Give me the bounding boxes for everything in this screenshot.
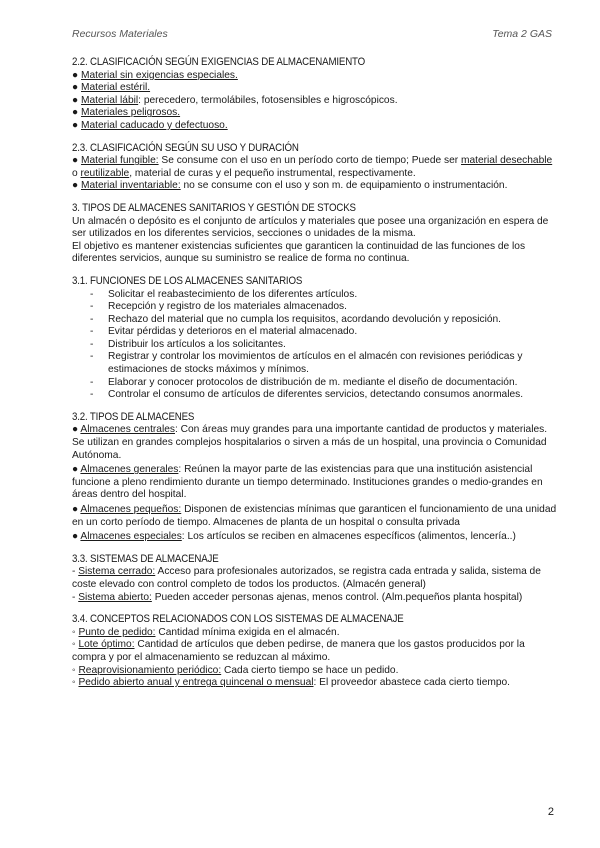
document-body — [72, 56, 560, 695]
list-item: ● Material caducado y defectuoso. — [72, 119, 228, 131]
section-2-2 — [72, 56, 560, 133]
list-item: - Registrar y controlar los movimientos de artículos en el almacén con revisiones periódicas y estimaciones de stocks máximos y mínimos. — [90, 351, 560, 376]
paragraph: El objetivo es mantener existencias suficientes que garanticen la continuidad de las funciones de los diferentes servicios, aunque su suministro se realice de forma no continua. — [72, 240, 526, 265]
list-item: - Recepción y registro de los materiales almacenados. — [90, 301, 560, 314]
section-title: 3. TIPOS DE ALMACENES SANITARIOS Y GESTIÓN DE STOCKS — [72, 201, 356, 214]
list-item: - Solicitar el reabastecimiento de los diferentes artículos. — [90, 289, 560, 302]
section-title: 2.2. CLASIFICACIÓN SEGÚN EXIGENCIAS DE ALMACENAMIENTO — [72, 56, 366, 68]
section-2-3 — [72, 142, 560, 193]
section-3-3 — [72, 553, 560, 604]
list-item: - Sistema cerrado: Acceso para profesionales autorizados, se registra cada entrada y salida, sistema de coste elevado con control completo de todos los productos. (Almacén general) — [72, 566, 541, 590]
list-item: - Rechazo del material que no cumpla los requisitos, acordando devolución y reposición. — [90, 314, 560, 327]
paragraph: ● Material inventariable: no se consume con el uso y son m. de equipamiento o instrumentación. — [72, 180, 508, 192]
section-title: 3.3. SISTEMAS DE ALMACENAJE — [72, 552, 219, 565]
section-3-4 — [72, 613, 560, 690]
list-item: ● Material sin exigencias especiales. — [72, 69, 238, 81]
list-item: ◦ Lote óptimo: Cantidad de artículos que deben pedirse, de manera que los gastos producidos por la compra y por el almacenamiento se reduzcan al máximo. — [72, 639, 525, 663]
section-3 — [72, 202, 560, 266]
list-item: ◦ Pedido abierto anual y entrega quincenal o mensual: El proveedor abastece cada cierto tiempo. — [72, 677, 511, 689]
list-item: ● Almacenes centrales: Con áreas muy grandes para una importante cantidad de productos y materiales. Se utilizan en grandes complejos hospitalarios o sirven a más de un hospital, una provincia o Comunidad Autónoma. — [72, 424, 548, 461]
section-title: 2.3. CLASIFICACIÓN SEGÚN SU USO Y DURACIÓN — [72, 141, 299, 154]
list-item: - Controlar el consumo de artículos de diferentes servicios, detectando consumos anormales. — [90, 389, 560, 402]
section-title: 3.1. FUNCIONES DE LOS ALMACENES SANITARIOS — [72, 274, 303, 287]
list-item: ● Material estéril. — [72, 82, 151, 94]
list-item: - Sistema abierto: Pueden acceder personas ajenas, menos control. (Alm.pequeños planta hospital) — [72, 591, 523, 603]
list-item: - Distribuir los artículos a los solicitantes. — [90, 339, 560, 352]
page-number: 2 — [547, 806, 554, 818]
section-title: 3.4. CONCEPTOS RELACIONADOS CON LOS SISTEMAS DE ALMACENAJE — [72, 613, 404, 626]
section-3-2 — [72, 411, 560, 544]
list-item: ● Almacenes especiales: Los artículos se reciben en almacenes específicos (alimentos, lencería..) — [72, 531, 516, 543]
list-item: ● Almacenes generales: Reúnen la mayor parte de las existencias para que una institución asistencial funcione a pleno rendimiento durante un tiempo determinado. Instituciones grandes o medio-grandes en áreas dentro del hospital. — [72, 464, 543, 501]
functions-list — [72, 289, 560, 402]
list-item: - Evitar pérdidas y deterioros en el material almacenado. — [90, 326, 560, 339]
list-item: ● Materiales peligrosos. — [72, 107, 181, 119]
list-item: ◦ Punto de pedido: Cantidad mínima exigida en el almacén. — [72, 626, 340, 638]
list-item: - Elaborar y conocer protocolos de distribución de m. mediante el diseño de documentación. — [90, 377, 560, 390]
header-left: Recursos Materiales — [72, 28, 168, 40]
list-item: ● Material lábil: perecedero, termolábiles, fotosensibles e higroscópicos. — [72, 94, 398, 106]
section-3-1 — [72, 275, 560, 402]
paragraph: ● Material fungible: Se consume con el uso en un período corto de tiempo; Puede ser material desechable o reutilizable, material de curas y el pequeño instrumental, respectivamente. — [72, 155, 553, 179]
header-right: Tema 2 GAS — [492, 28, 552, 40]
paragraph: Un almacén o depósito es el conjunto de artículos y materiales que posee una organización en espera de ser utilizados en los diferentes servicios, secciones o unidades de la misma. — [72, 215, 549, 240]
list-item: ● Almacenes pequeños: Disponen de existencias mínimas que garanticen el funcionamiento de una unidad en un corto período de tiempo. Almacenes de planta de un hospital o consulta privada — [72, 504, 557, 528]
section-title: 3.2. TIPOS DE ALMACENES — [72, 410, 195, 423]
list-item: ◦ Reaprovisionamiento periódico: Cada cierto tiempo se hace un pedido. — [72, 664, 399, 676]
